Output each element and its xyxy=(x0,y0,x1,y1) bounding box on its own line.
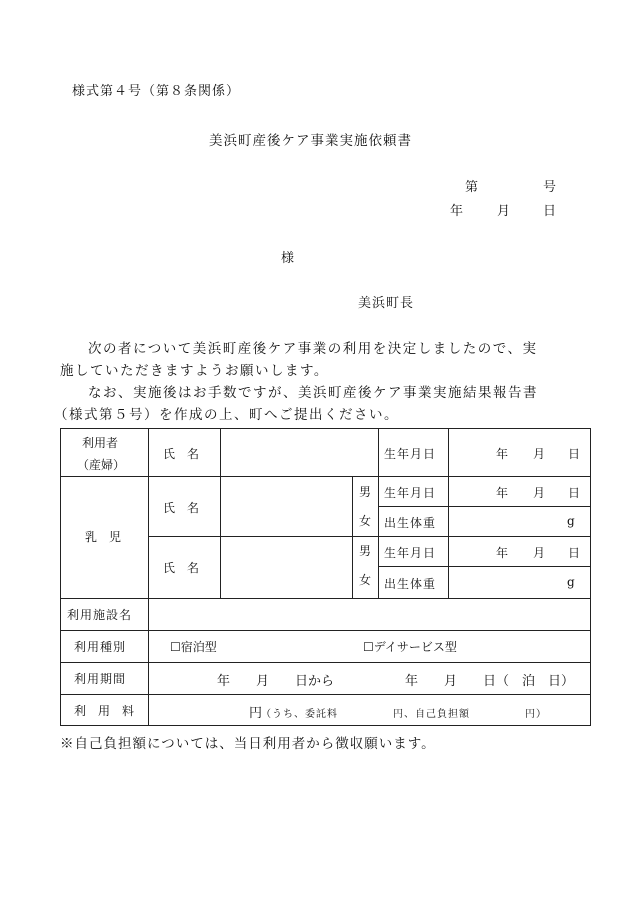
infant2-birth-month: 月 xyxy=(533,546,546,560)
infant1-female[interactable]: 女 xyxy=(359,514,372,528)
infant2-birth-year: 年 xyxy=(496,546,509,560)
type-option-stay[interactable]: ☐宿泊型 xyxy=(170,640,217,654)
mother-birth-day: 日 xyxy=(568,447,581,461)
infant2-birth-day: 日 xyxy=(568,546,581,560)
document-title: 美浜町産後ケア事業実施依頼書 xyxy=(209,133,412,149)
date-month: 月 xyxy=(497,204,511,219)
form-number: 様式第４号（第８条関係） xyxy=(72,84,241,99)
number-suffix: 号 xyxy=(543,180,557,195)
row-divider xyxy=(148,536,591,537)
infant2-female[interactable]: 女 xyxy=(359,573,372,587)
period-to: 年 月 日（ 泊 日） xyxy=(405,674,575,689)
infant1-name-field[interactable] xyxy=(220,476,352,536)
date-year: 年 xyxy=(450,204,464,219)
footnote: ※自己負担額については、当日利用者から徴収願います。 xyxy=(60,736,436,752)
mother-name-field[interactable] xyxy=(220,428,378,476)
col-divider xyxy=(352,476,353,598)
infant1-birth-label: 生年月日 xyxy=(384,486,437,500)
infant1-male[interactable]: 男 xyxy=(359,485,372,499)
fee-detail: （うち、委託料 円、自己負担額 円） xyxy=(261,709,547,720)
infant2-name-label: 氏 名 xyxy=(163,561,200,575)
body-line-1: 次の者について美浜町産後ケア事業の利用を決定しましたので、実 xyxy=(88,341,538,357)
request-form-table xyxy=(60,428,591,726)
fee-yen: 円 xyxy=(249,706,263,721)
infant1-weight-unit: g xyxy=(567,514,575,528)
date-day: 日 xyxy=(543,204,557,219)
addressee-suffix: 様 xyxy=(281,251,295,266)
infant2-birth-label: 生年月日 xyxy=(384,546,437,560)
body-line-2: 施していただきますようお願いします。 xyxy=(60,363,329,379)
mother-name-label: 氏 名 xyxy=(163,447,200,461)
facility-field[interactable] xyxy=(148,598,591,630)
body-line-3: なお、実施後はお手数ですが、美浜町産後ケア事業実施結果報告書 xyxy=(88,385,538,401)
infant-label: 乳 児 xyxy=(85,530,122,544)
user-label-sub: （産婦） xyxy=(77,458,126,472)
mother-birth-year: 年 xyxy=(496,447,509,461)
col-divider xyxy=(448,428,449,598)
infant1-name-label: 氏 名 xyxy=(163,501,200,515)
row-divider xyxy=(60,662,591,663)
infant1-birth-year: 年 xyxy=(496,486,509,500)
period-from: 年 月 日から xyxy=(217,674,335,689)
number-label: 第 xyxy=(465,180,479,195)
type-option-dayservice[interactable]: ☐デイサービス型 xyxy=(363,640,457,654)
user-label: 利用者 xyxy=(82,436,119,450)
infant1-birth-month: 月 xyxy=(533,486,546,500)
sender: 美浜町長 xyxy=(358,296,415,311)
mother-birth-label: 生年月日 xyxy=(384,447,437,461)
row-divider xyxy=(378,566,591,567)
col-divider xyxy=(378,428,379,598)
row-divider xyxy=(378,506,591,507)
body-paragraph xyxy=(54,338,560,426)
row-divider xyxy=(60,694,591,695)
period-label: 利用期間 xyxy=(74,672,127,686)
row-divider xyxy=(60,630,591,631)
facility-label: 利用施設名 xyxy=(67,608,133,622)
body-line-4: （様式第５号）を作成の上、町へご提出ください。 xyxy=(54,407,399,423)
col-divider xyxy=(148,428,149,726)
type-label: 利用種別 xyxy=(74,640,127,654)
infant1-weight-label: 出生体重 xyxy=(384,516,437,530)
infant2-name-field[interactable] xyxy=(220,536,352,598)
fee-label: 利 用 料 xyxy=(74,704,135,718)
infant2-weight-unit: g xyxy=(567,575,575,589)
mother-birth-month: 月 xyxy=(533,447,546,461)
infant1-birth-day: 日 xyxy=(568,486,581,500)
infant2-male[interactable]: 男 xyxy=(359,544,372,558)
infant2-weight-label: 出生体重 xyxy=(384,577,437,591)
